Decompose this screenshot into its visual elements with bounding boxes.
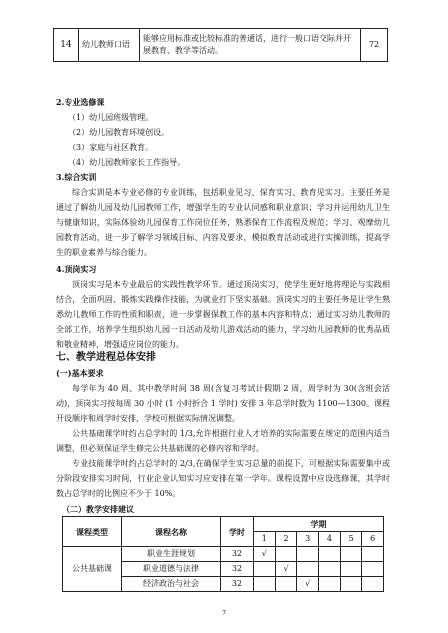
term-header-4: 4 — [319, 532, 341, 547]
course-name-cell: 职业生涯规划 — [122, 547, 221, 562]
term-cell — [319, 562, 341, 577]
page-number: 7 — [222, 610, 226, 617]
table-header-row — [63, 517, 384, 532]
training-section — [56, 170, 390, 260]
table-row — [54, 29, 388, 62]
chapter-heading: 七、教学进程总体安排 — [56, 352, 156, 363]
term-cell — [275, 547, 297, 562]
header-course-name: 课程名称 — [122, 517, 221, 547]
term-header-5: 5 — [340, 532, 362, 547]
term-cell — [319, 547, 341, 562]
list-item: （2）幼儿园教育环境创设。 — [68, 128, 170, 137]
course-name-cell: 职业道德与法律 — [122, 562, 221, 577]
hours-cell: 32 — [221, 562, 254, 577]
term-header-6: 6 — [362, 532, 384, 547]
section-paragraph: 每学年为 40 周、其中教学时间 38 周(含复习考试计假期 2 周，周学时为 30(含班会活动)，顶岗实习按每周 30 小时 (1 小时折合 1 学时) 安排 3 年总学时数为 1100—1300。课程开设顺序和周学时安排，学校可根据实际情况调整。 — [56, 384, 390, 423]
term-cell — [340, 562, 362, 577]
schedule-caption: （二）教学安排建议 — [62, 504, 134, 514]
subsection-heading: (一)基本要求 — [56, 368, 104, 378]
list-item: （3）家庭与社区教育。 — [68, 143, 154, 152]
list-item: （1）幼儿园班级管理。 — [68, 113, 154, 122]
course-description: 能够应用标准或比较标准的普通话，进行一般口语交际并开展教育、教学等活动。 — [140, 29, 361, 62]
term-header-3: 3 — [297, 532, 319, 547]
schedule-table — [62, 516, 384, 592]
term-cell — [254, 577, 276, 592]
term-cell — [297, 547, 319, 562]
term-cell — [254, 562, 276, 577]
term-cell — [362, 577, 384, 592]
internship-section — [56, 262, 390, 352]
term-header-1: 1 — [254, 532, 276, 547]
hours-cell: 32 — [221, 547, 254, 562]
check-mark: √ — [297, 577, 319, 592]
elective-section — [56, 95, 390, 170]
course-table-top — [53, 28, 388, 62]
term-cell — [297, 562, 319, 577]
term-cell — [319, 577, 341, 592]
header-course-type: 课程类型 — [63, 517, 122, 547]
list-item: （4）幼儿园教师家长工作指导。 — [68, 158, 186, 167]
course-hours: 72 — [361, 29, 388, 62]
section-paragraph: 综合实训是本专业必修的专业训练，包括职业见习、保育实习、教育见实习。主要任务是通过了解幼儿园及幼儿园教师工作，增强学生的专业认同感和职业意识；学习并运用幼儿卫生与健康知识，实际体验幼儿园保育工作岗位任务，熟悉保育工作流程及规范；学习、观摩幼儿园教育活动，进一步了解学习领域目标、内容及要求，模拟教育活动或进行实操训练，提高学生的职业素养与综合能力。 — [56, 188, 390, 257]
category-cell: 公共基础课 — [63, 547, 122, 592]
check-mark: √ — [275, 562, 297, 577]
section-heading: 4.顶岗实习 — [56, 264, 97, 274]
term-cell — [362, 547, 384, 562]
hours-cell: 32 — [221, 577, 254, 592]
section-paragraph: 顶岗实习是本专业最后的实践性教学环节。通过顶岗实习，使学生更好地将理论与实践相结合，全面巩固、锻炼实践操作技能，为就业打下坚实基础。顶岗实习的主要任务是让学生熟悉幼儿教师工作的性质和职责，进一步掌握保教工作的基本内容和特点；通过实习幼儿教师的全部工作，培养学生组织幼儿园一日活动及幼儿游戏活动的能力，学习幼儿园教师的优秀品质和敬业精神，增强适应岗位的能力。 — [56, 280, 390, 349]
section-heading: 2.专业选修课 — [56, 97, 105, 107]
term-cell — [275, 577, 297, 592]
section-paragraph: 公共基础课学时约占总学时的 1/3,允许根据行业人才培养的实际需要在规定的范围内适当调整，但必须保证学生修完公共基础课的必修内容和学时。 — [56, 429, 390, 453]
row-number: 14 — [54, 29, 79, 62]
table-row — [63, 547, 384, 562]
schedule-section — [56, 350, 390, 501]
course-name-cell: 经济政治与社会 — [122, 577, 221, 592]
course-name: 幼儿教师口语 — [79, 29, 140, 62]
header-term: 学期 — [254, 517, 384, 532]
section-paragraph: 专业技能课学时约占总学时的 2/3,在确保学生实习总量的前提下，可根据实际需要集中或分阶段安排实习时间，行业企业认知实习应安排在第一学年。课程设置中应设选修课，其学时数占总学时的比例应不少于 10%。 — [56, 459, 390, 498]
check-mark: √ — [254, 547, 276, 562]
section-heading: 3.综合实训 — [56, 172, 97, 182]
term-cell — [340, 547, 362, 562]
term-header-2: 2 — [275, 532, 297, 547]
term-cell — [362, 562, 384, 577]
header-hours: 学时 — [221, 517, 254, 547]
term-cell — [340, 577, 362, 592]
